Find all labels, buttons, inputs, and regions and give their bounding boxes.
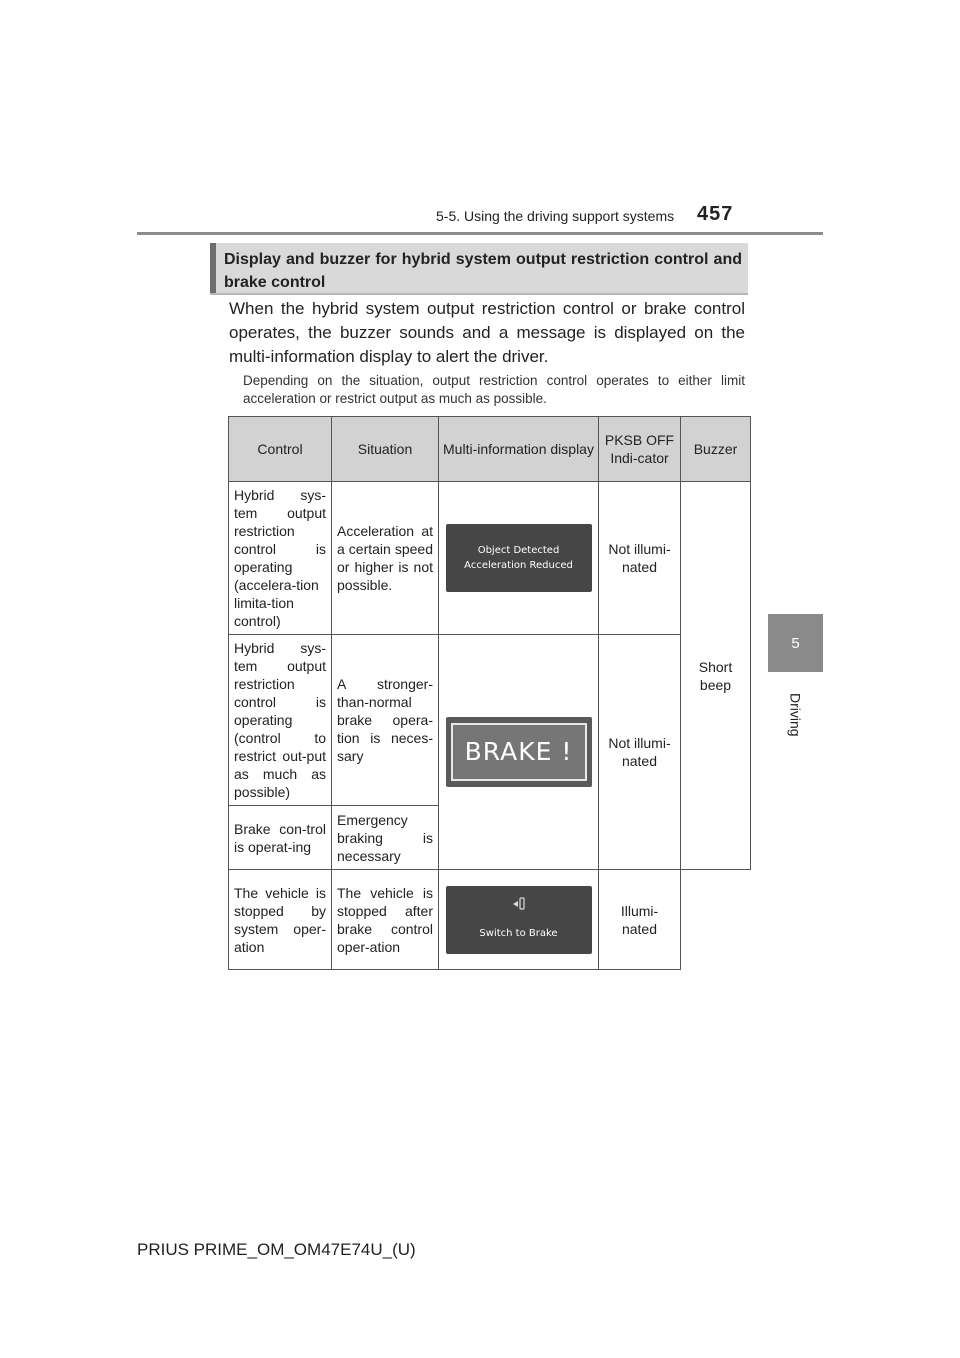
chapter-number: 5 <box>791 634 800 652</box>
display-line-1: Object Detected <box>477 545 560 556</box>
table-row <box>229 482 751 635</box>
acceleration-reduced-display <box>446 524 592 592</box>
header-divider <box>137 232 823 235</box>
row2-indicator: Not illumi-nated <box>599 635 681 870</box>
row2-display-cell <box>439 635 599 870</box>
table-header-row <box>229 417 751 482</box>
table-row <box>229 635 751 806</box>
section-heading-box <box>210 243 748 295</box>
row2-situation: A stronger-than-normal brake opera-tion is neces-sary <box>332 635 439 806</box>
chapter-label: Driving <box>787 693 804 737</box>
row4-display-cell <box>439 870 599 970</box>
table-row <box>229 870 751 970</box>
header-buzzer: Buzzer <box>681 417 751 482</box>
body-note: Depending on the situation, output restriction control operates to either limit acceleration or restrict output as much as possible. <box>243 373 745 406</box>
footer-manual-id: PRIUS PRIME_OM_OM47E74U_(U) <box>137 1240 416 1259</box>
header-indicator: PKSB OFF Indi-cator <box>599 417 681 482</box>
row2-control: Hybrid sys-tem output restriction control is operating (control to restrict out-put as much as possible) <box>229 635 332 806</box>
row1-control: Hybrid sys-tem output restriction control is operating (accelera-tion limita-tion control) <box>229 482 332 635</box>
row1-situation: Acceleration at a certain speed or higher is not possible. <box>332 482 439 635</box>
header-display: Multi-information display <box>439 417 599 482</box>
row1-indicator: Not illumi-nated <box>599 482 681 635</box>
buzzer-cell: Short beep <box>681 482 751 870</box>
header-section-title: 5-5. Using the driving support systems <box>436 208 675 224</box>
row1-display-cell <box>439 482 599 635</box>
brake-warning-text: BRAKE ! <box>451 723 587 781</box>
section-heading-bar <box>210 243 216 293</box>
row4-situation: The vehicle is stopped after brake control oper-ation <box>332 870 439 970</box>
page-number: 457 <box>697 203 734 225</box>
section-heading: Display and buzzer for hybrid system output restriction control and brake control <box>224 251 742 291</box>
row4-control: The vehicle is stopped by system oper-ation <box>229 870 332 970</box>
chapter-label-container <box>768 680 823 750</box>
row3-control: Brake con-trol is operat-ing <box>229 806 332 870</box>
switch-to-brake-display <box>446 886 592 954</box>
switch-to-brake-text: Switch to Brake <box>479 928 558 939</box>
row3-situation: Emergency braking is necessary <box>332 806 439 870</box>
row4-indicator: Illumi-nated <box>599 870 681 970</box>
chapter-tab <box>768 614 823 672</box>
display-line-2: Acceleration Reduced <box>464 560 573 571</box>
header-situation: Situation <box>332 417 439 482</box>
header-control: Control <box>229 417 332 482</box>
brake-warning-display <box>446 717 592 787</box>
body-paragraph: When the hybrid system output restriction control or brake control operates, the buzzer sounds and a message is displayed on the multi-information display to alert the driver. <box>229 299 745 366</box>
foot-pedal-icon <box>511 896 527 917</box>
control-table <box>228 416 751 970</box>
